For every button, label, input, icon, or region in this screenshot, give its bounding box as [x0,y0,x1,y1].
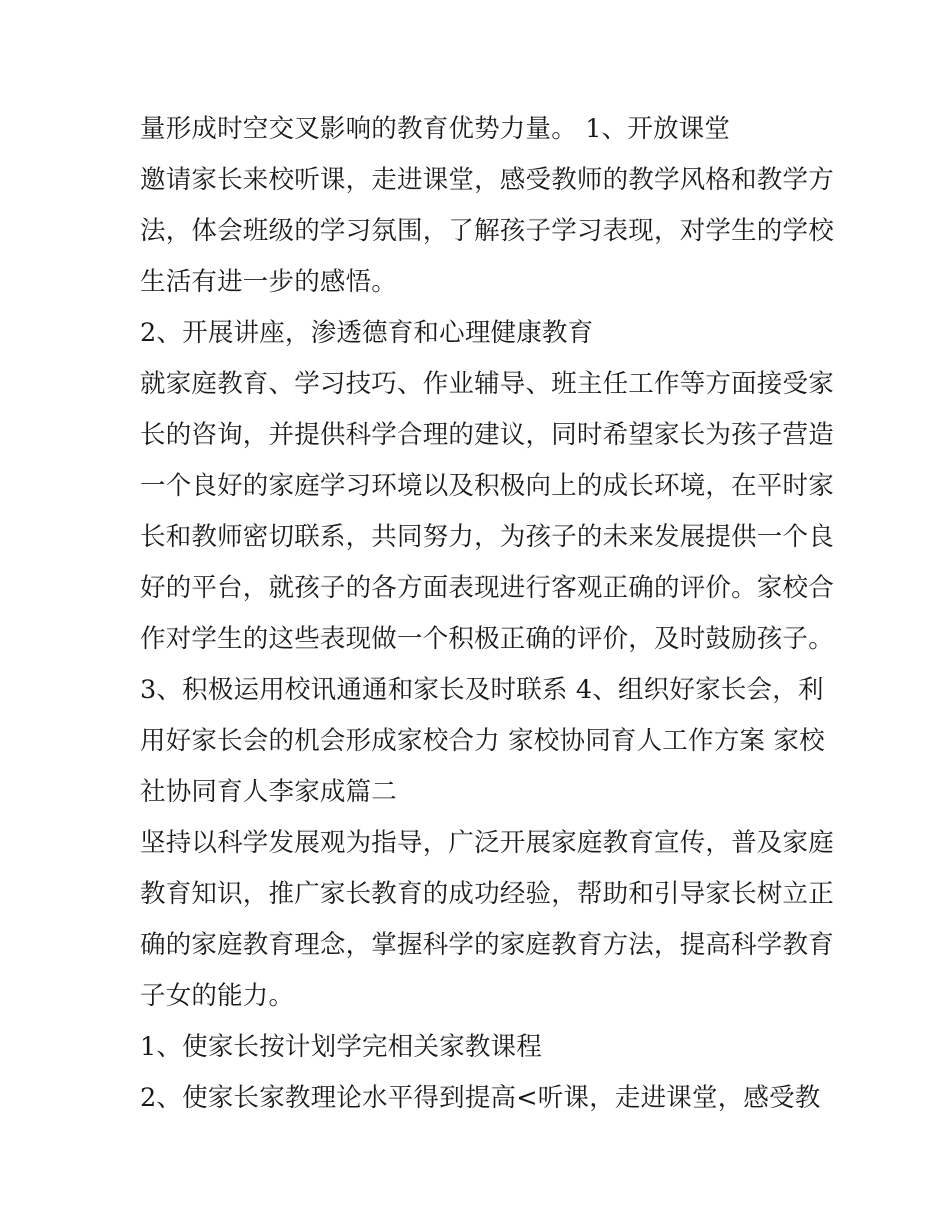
text-line: 确的家庭教育理念，掌握科学的家庭教育方法，提高科学教育 [140,930,834,960]
text-line: 邀请家长来校听课，走进课堂，感受教师的教学风格和教学方 [140,165,834,195]
text-line: 3、积极运用校讯通通和家长及时联系 4、组织好家长会，利 [140,675,824,705]
text-line: 生活有进一步的感悟。 [140,267,398,297]
text-line: 用好家长会的机会形成家校合力 家校协同育人工作方案 家校 [140,726,825,756]
text-line: 长的咨询，并提供科学合理的建议，同时希望家长为孩子营造 [140,420,834,450]
text-line: 就家庭教育、学习技巧、作业辅导、班主任工作等方面接受家 [140,369,834,399]
text-line: 2、开展讲座，渗透德育和心理健康教育 [140,318,594,348]
document-body [140,104,834,1124]
text-line: 子女的能力。 [140,981,295,1011]
text-line: 教育知识，推广家长教育的成功经验，帮助和引导家长树立正 [140,879,834,909]
text-line: 坚持以科学发展观为指导，广泛开展家庭教育宣传，普及家庭 [140,828,834,858]
text-line: 长和教师密切联系，共同努力，为孩子的未来发展提供一个良 [140,522,834,552]
text-line: 一个良好的家庭学习环境以及积极向上的成长环境，在平时家 [140,471,834,501]
text-line: 2、使家长家教理论水平得到提高<听课，走进课堂，感受教 [140,1083,821,1113]
text-line: 量形成时空交叉影响的教育优势力量。 1、开放课堂 [140,114,731,144]
text-line: 作对学生的这些表现做一个积极正确的评价，及时鼓励孩子。 [140,624,834,654]
text-line: 好的平台，就孩子的各方面表现进行客观正确的评价。家校合 [140,573,834,603]
text-line: 1、使家长按计划学完相关家教课程 [140,1032,542,1062]
text-line: 法，体会班级的学习氛围，了解孩子学习表现，对学生的学校 [140,216,834,246]
text-line: 社协同育人李家成篇二 [140,777,398,807]
